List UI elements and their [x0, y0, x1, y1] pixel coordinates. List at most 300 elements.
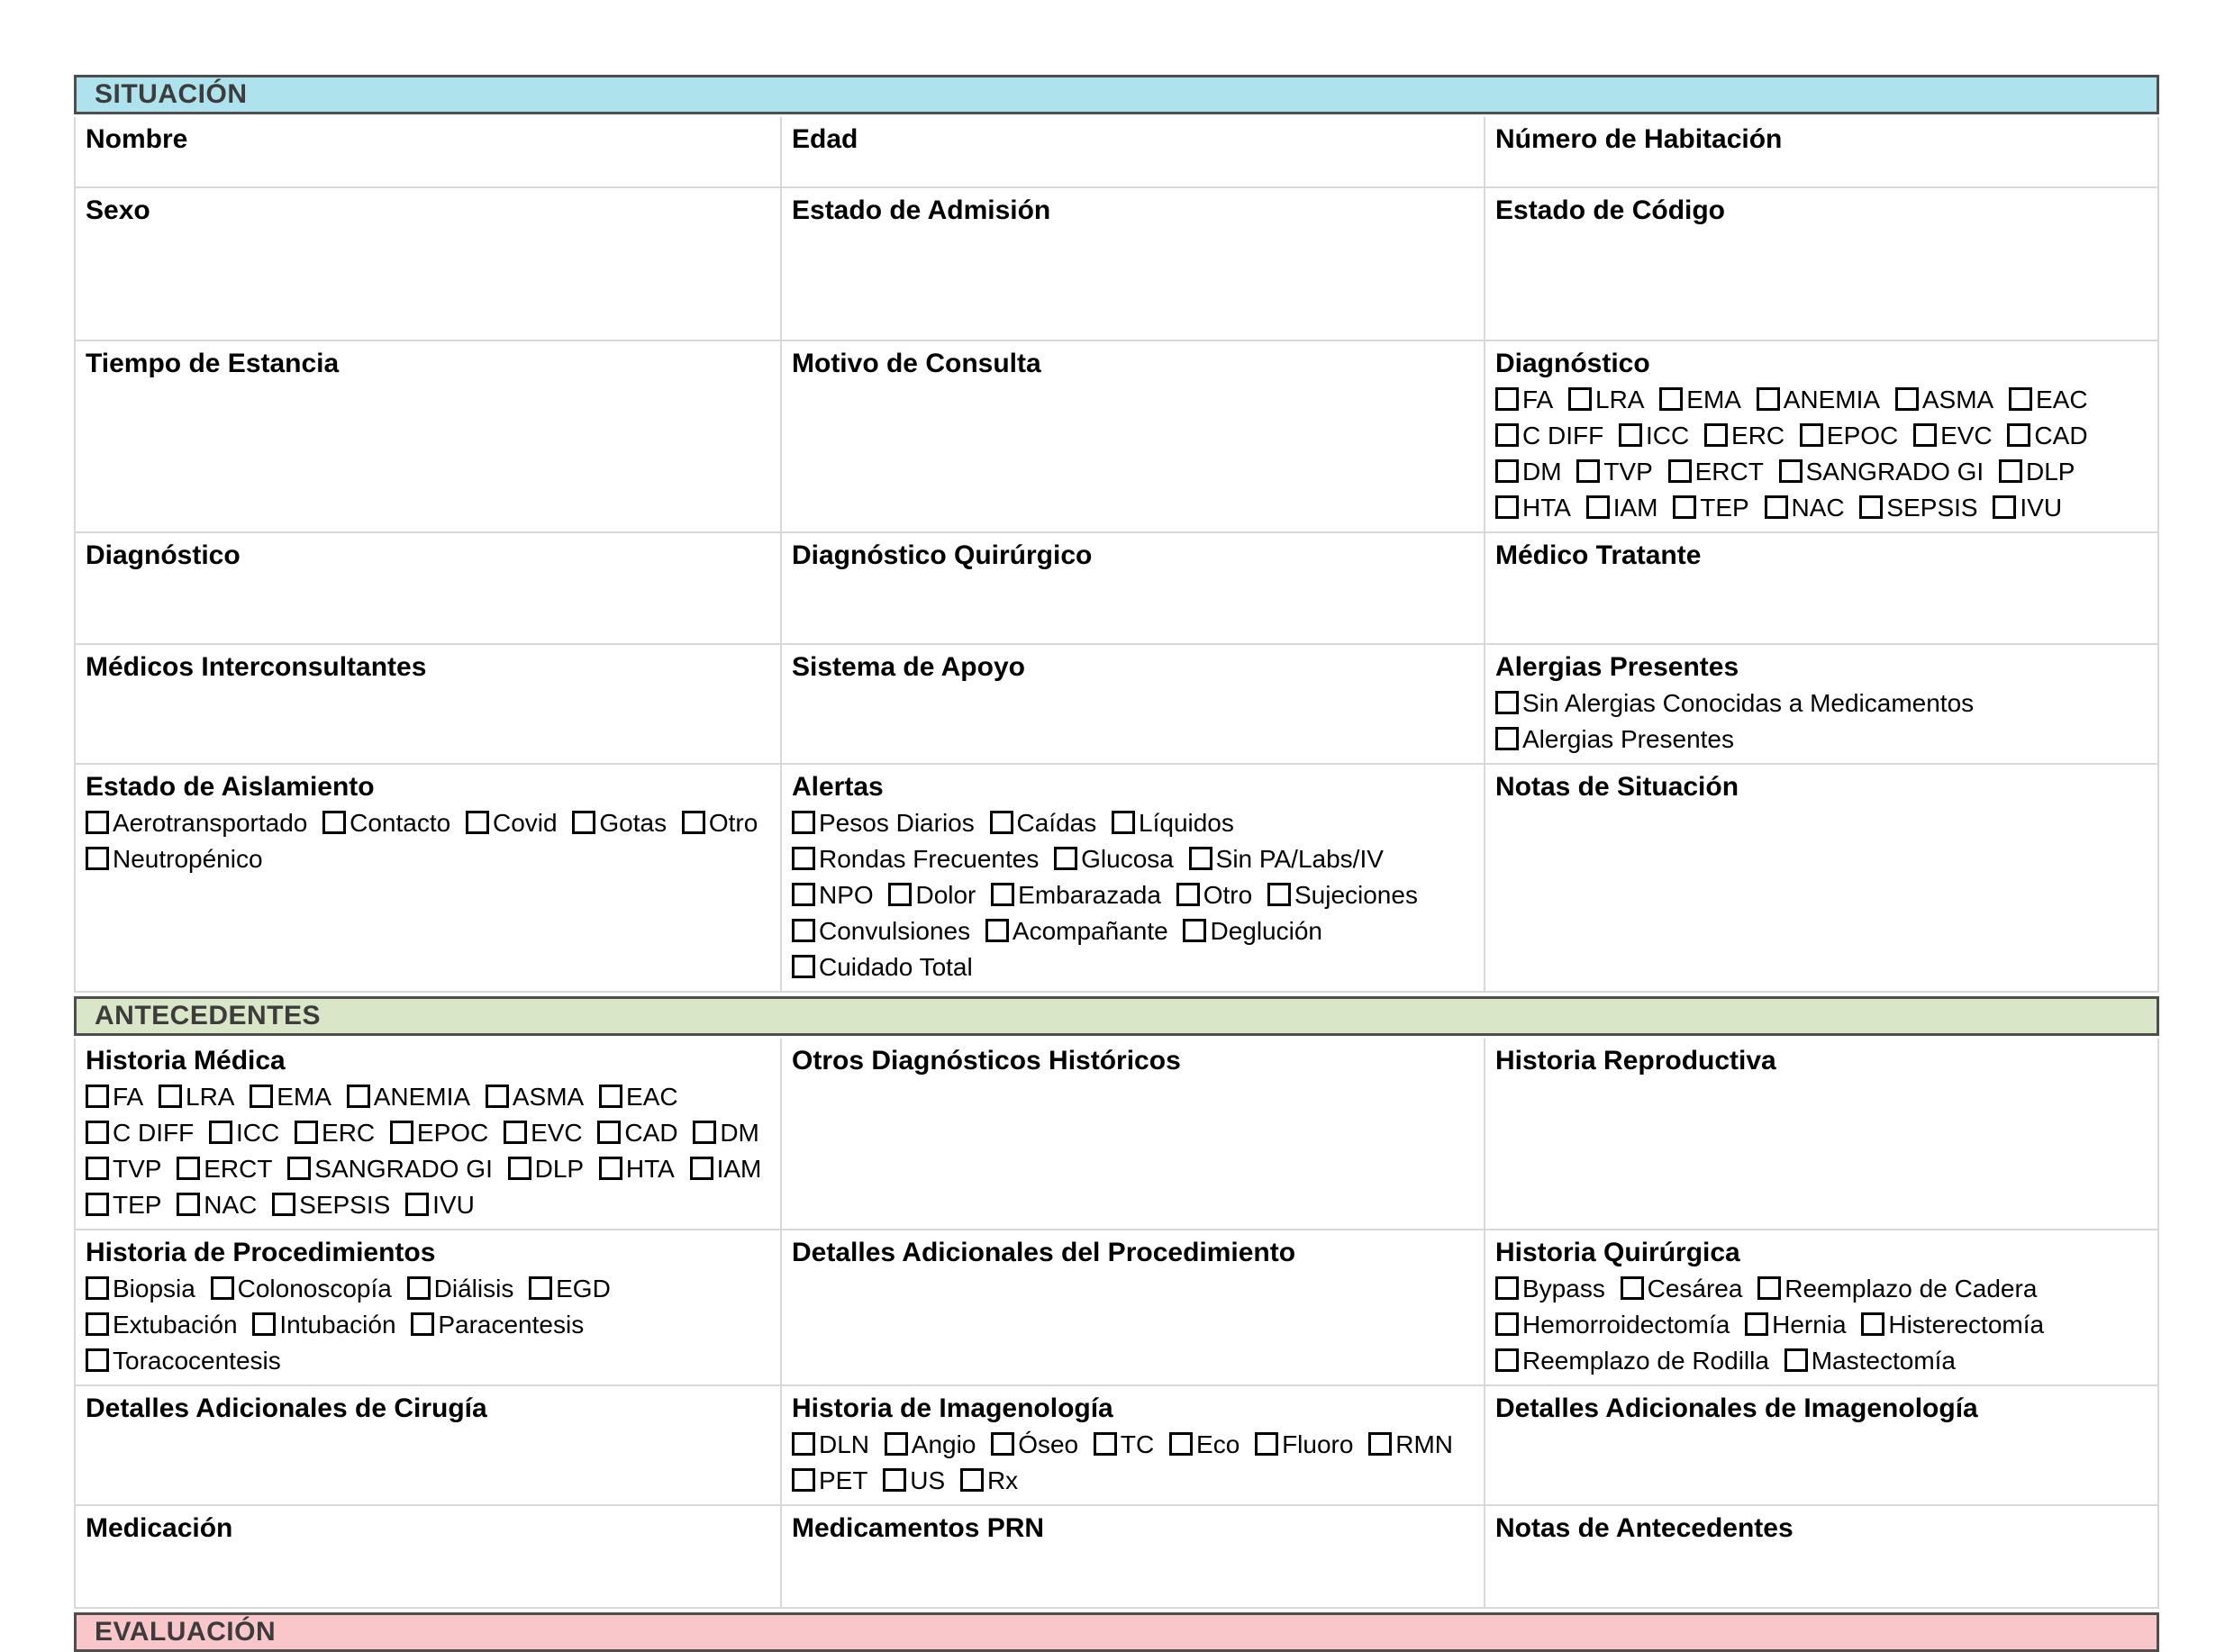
checkbox-icon[interactable] [407, 1276, 431, 1300]
checkbox-icon[interactable] [888, 883, 912, 906]
checkbox-icon[interactable] [177, 1157, 200, 1180]
checkbox-option-acompanante [985, 917, 1168, 945]
checkbox-icon[interactable] [177, 1193, 200, 1216]
checkbox-label: Colonoscopía [237, 1275, 392, 1303]
checkbox-option-biopsia [86, 1275, 195, 1303]
field-label: Detalles Adicionales de Imagenología [1495, 1393, 1978, 1423]
form-cell-alertas[interactable] [782, 765, 1485, 991]
checkbox-icon[interactable] [690, 1157, 713, 1180]
checkbox-option-hta [599, 1155, 675, 1183]
checkbox-option-reemplazo-de-rodilla [1495, 1347, 1769, 1375]
checkbox-icon[interactable] [1779, 459, 1803, 483]
checkbox-label: Óseo [1018, 1430, 1079, 1458]
field-label: Sistema de Apoyo [792, 652, 1025, 682]
checkbox-icon[interactable] [1054, 847, 1077, 870]
checkbox-icon[interactable] [1495, 495, 1519, 519]
checkbox-label: Extubación [113, 1311, 238, 1339]
checkbox-label: Gotas [599, 809, 667, 837]
checkbox-label: Dolor [915, 881, 976, 909]
checkbox-icon[interactable] [1673, 495, 1696, 519]
checkbox-icon[interactable] [1169, 1432, 1193, 1456]
checkbox-option-covid [466, 809, 558, 837]
checkbox-icon[interactable] [1495, 1348, 1519, 1372]
checkbox-option-nac [1765, 494, 1845, 522]
field-label: Detalles Adicionales del Procedimiento [792, 1238, 1296, 1267]
form-cell-motivo-de-consulta[interactable] [782, 341, 1485, 531]
table-row [76, 645, 2157, 765]
checkbox-label: HTA [625, 1155, 675, 1183]
checkbox-icon[interactable] [1189, 847, 1212, 870]
checkbox-icon[interactable] [504, 1121, 527, 1144]
section-header-situacion [74, 75, 2159, 114]
checkbox-icon[interactable] [1913, 423, 1937, 447]
checkbox-option-hernia [1745, 1311, 1846, 1339]
checkbox-label: EVC [531, 1119, 583, 1147]
checkbox-icon[interactable] [287, 1157, 311, 1180]
checkbox-icon[interactable] [86, 1157, 109, 1180]
checkbox-icon[interactable] [1745, 1312, 1768, 1336]
checkbox-icon[interactable] [960, 1468, 984, 1492]
checkbox-label: TVP [113, 1155, 162, 1183]
checkbox-icon[interactable] [599, 1157, 622, 1180]
table-row [76, 117, 2157, 188]
checkbox-icon[interactable] [1495, 1312, 1519, 1336]
checkbox-icon[interactable] [1757, 387, 1780, 411]
checkbox-label: Intubación [279, 1311, 396, 1339]
checkbox-label: DLP [534, 1155, 585, 1183]
checkbox-icon[interactable] [411, 1312, 434, 1336]
checkbox-option-sangrado-gi [287, 1155, 493, 1183]
checkbox-icon[interactable] [792, 883, 815, 906]
form-cell-notas-de-antecedentes[interactable] [1485, 1506, 2157, 1607]
checkbox-option-eco [1169, 1430, 1240, 1458]
checkbox-label: Aerotransportado [113, 809, 308, 837]
checkbox-group [1495, 382, 2148, 526]
checkbox-icon[interactable] [1368, 1432, 1392, 1456]
checkbox-option-gotas [572, 809, 667, 837]
checkbox-icon[interactable] [1255, 1432, 1278, 1456]
checkbox-icon[interactable] [1784, 1348, 1808, 1372]
checkbox-icon[interactable] [1495, 387, 1519, 411]
checkbox-icon[interactable] [792, 955, 815, 978]
field-label: Medicamentos PRN [792, 1513, 1045, 1543]
checkbox-icon[interactable] [86, 1121, 109, 1144]
checkbox-option-anemia [1757, 386, 1880, 413]
form-cell-detalles-adicionales-de-cirugia[interactable] [76, 1386, 782, 1504]
checkbox-option-rondas-frecuentes [792, 845, 1039, 873]
checkbox-option-neutropenico [86, 845, 263, 873]
checkbox-icon[interactable] [466, 811, 489, 834]
checkbox-option-tc [1094, 1430, 1154, 1458]
checkbox-icon[interactable] [390, 1121, 413, 1144]
checkbox-option-glucosa [1054, 845, 1174, 873]
checkbox-icon[interactable] [1495, 727, 1519, 750]
checkbox-label: Diálisis [433, 1275, 514, 1303]
checkbox-icon[interactable] [1757, 1276, 1781, 1300]
checkbox-icon[interactable] [1094, 1432, 1117, 1456]
checkbox-label: Otro [1203, 881, 1253, 909]
form-cell-numero-de-habitacion[interactable] [1485, 117, 2157, 186]
checkbox-option-dlp [508, 1155, 584, 1183]
checkbox-option-sin-pa-labs-iv [1189, 845, 1384, 873]
checkbox-option-sepsis [1859, 494, 1977, 522]
checkbox-option-tep [86, 1191, 161, 1219]
checkbox-option-caidas [990, 809, 1097, 837]
checkbox-icon[interactable] [1704, 423, 1728, 447]
checkbox-icon[interactable] [599, 1085, 622, 1108]
checkbox-option-histerectomia [1861, 1311, 2044, 1339]
checkbox-label: Sujeciones [1294, 881, 1418, 909]
section-header-evaluacion [74, 1612, 2159, 1652]
table-row [76, 1386, 2157, 1506]
checkbox-option-tvp [86, 1155, 161, 1183]
form-cell-sistema-de-apoyo[interactable] [782, 645, 1485, 763]
checkbox-option-erct [177, 1155, 272, 1183]
checkbox-icon[interactable] [508, 1157, 531, 1180]
checkbox-group [86, 805, 770, 877]
form-cell-diagnostico[interactable] [76, 533, 782, 643]
checkbox-option-evc [1913, 422, 1993, 449]
checkbox-icon[interactable] [990, 811, 1013, 834]
field-label: Diagnóstico [86, 540, 241, 570]
section-title-evaluacion: EVALUACIÓN [95, 1617, 277, 1647]
checkbox-icon[interactable] [529, 1276, 552, 1300]
table-row [76, 765, 2157, 991]
checkbox-label: Angio [911, 1430, 976, 1458]
form-cell-alergias-presentes[interactable] [1485, 645, 2157, 763]
checkbox-icon[interactable] [86, 1276, 109, 1300]
checkbox-label: C DIFF [1522, 422, 1604, 449]
checkbox-option-dlp [1999, 458, 2075, 486]
form-cell-medico-tratante[interactable] [1485, 533, 2157, 643]
field-label: Notas de Situación [1495, 772, 1739, 802]
checkbox-label: SEPSIS [1886, 494, 1978, 522]
checkbox-icon[interactable] [1176, 883, 1200, 906]
section-header-antecedentes [74, 996, 2159, 1036]
checkbox-label: IAM [1612, 494, 1658, 522]
checkbox-option-sepsis [272, 1191, 390, 1219]
checkbox-icon[interactable] [682, 811, 705, 834]
checkbox-label: DM [1522, 458, 1562, 486]
field-label: Número de Habitación [1495, 124, 1783, 154]
checkbox-icon[interactable] [322, 811, 346, 834]
checkbox-label: LRA [1595, 386, 1645, 413]
checkbox-label: FA [1522, 386, 1554, 413]
checkbox-option-dialisis [407, 1275, 514, 1303]
checkbox-icon[interactable] [1586, 495, 1610, 519]
field-label: Sexo [86, 195, 150, 225]
form-table-antecedentes [74, 1039, 2159, 1609]
checkbox-label: Otro [708, 809, 758, 837]
checkbox-icon[interactable] [295, 1121, 318, 1144]
checkbox-icon[interactable] [1619, 423, 1642, 447]
checkbox-icon[interactable] [1659, 387, 1683, 411]
field-label: Tiempo de Estancia [86, 349, 340, 378]
checkbox-icon[interactable] [792, 1468, 815, 1492]
checkbox-option-fa [1495, 386, 1553, 413]
checkbox-group [1495, 685, 2148, 758]
table-row [76, 188, 2157, 341]
checkbox-option-ema [250, 1083, 331, 1111]
checkbox-icon[interactable] [86, 811, 109, 834]
checkbox-label: SEPSIS [299, 1191, 391, 1219]
checkbox-icon[interactable] [985, 919, 1009, 942]
checkbox-icon[interactable] [792, 1432, 815, 1456]
form-table-situacion [74, 117, 2159, 993]
checkbox-option-oseo [991, 1430, 1078, 1458]
checkbox-group [86, 1271, 770, 1379]
checkbox-label: TEP [1700, 494, 1749, 522]
checkbox-icon[interactable] [86, 1193, 109, 1216]
checkbox-icon[interactable] [991, 883, 1014, 906]
form-cell-historia-de-procedimientos[interactable] [76, 1230, 782, 1384]
checkbox-option-fluoro [1255, 1430, 1353, 1458]
field-label: Detalles Adicionales de Cirugía [86, 1393, 487, 1423]
form-cell-sexo[interactable] [76, 188, 782, 340]
checkbox-group [792, 1427, 1474, 1499]
checkbox-label: EVC [1940, 422, 1993, 449]
checkbox-label: Hernia [1772, 1311, 1847, 1339]
checkbox-label: Líquidos [1139, 809, 1234, 837]
field-label: Diagnóstico Quirúrgico [792, 540, 1093, 570]
form-cell-otros-diagnosticos-historicos[interactable] [782, 1039, 1485, 1229]
checkbox-label: Alergias Presentes [1522, 725, 1735, 753]
checkbox-option-pesos-diarios [792, 809, 975, 837]
checkbox-option-convulsiones [792, 917, 970, 945]
checkbox-option-colonoscopia [211, 1275, 392, 1303]
form-cell-historia-reproductiva[interactable] [1485, 1039, 2157, 1229]
field-label: Otros Diagnósticos Históricos [792, 1046, 1181, 1076]
checkbox-icon[interactable] [1765, 495, 1788, 519]
checkbox-icon[interactable] [86, 1348, 109, 1372]
checkbox-option-c-diff [86, 1119, 194, 1147]
checkbox-icon[interactable] [883, 1468, 906, 1492]
checkbox-option-iam [1586, 494, 1658, 522]
checkbox-icon[interactable] [86, 847, 109, 870]
form-cell-historia-medica[interactable] [76, 1039, 782, 1229]
checkbox-label: Reemplazo de Cadera [1784, 1275, 2038, 1303]
checkbox-option-sin-alergias-conocidas-a-medicamentos [1495, 689, 1974, 717]
checkbox-icon[interactable] [2007, 423, 2030, 447]
checkbox-label: Bypass [1522, 1275, 1605, 1303]
checkbox-icon[interactable] [572, 811, 595, 834]
checkbox-label: DM [720, 1119, 759, 1147]
checkbox-label: C DIFF [113, 1119, 195, 1147]
checkbox-icon[interactable] [792, 847, 815, 870]
checkbox-option-nac [177, 1191, 257, 1219]
checkbox-label: Covid [493, 809, 558, 837]
checkbox-option-eac [2009, 386, 2088, 413]
form-cell-diagnostico-quirurgico[interactable] [782, 533, 1485, 643]
form-cell-historia-quirurgica[interactable] [1485, 1230, 2157, 1384]
checkbox-label: RMN [1395, 1430, 1453, 1458]
checkbox-label: PET [819, 1466, 868, 1494]
checkbox-option-mastectomia [1784, 1347, 1956, 1375]
checkbox-option-sangrado-gi [1779, 458, 1984, 486]
checkbox-icon[interactable] [1112, 811, 1135, 834]
checkbox-icon[interactable] [1999, 459, 2022, 483]
checkbox-icon[interactable] [2009, 387, 2032, 411]
checkbox-icon[interactable] [486, 1085, 509, 1108]
checkbox-icon[interactable] [1859, 495, 1883, 519]
form-cell-medicacion[interactable] [76, 1506, 782, 1607]
checkbox-option-hemorroidectomia [1495, 1311, 1730, 1339]
field-label: Nombre [86, 124, 188, 154]
table-row [76, 1039, 2157, 1230]
field-label: Alergias Presentes [1495, 652, 1739, 682]
checkbox-icon[interactable] [252, 1312, 276, 1336]
checkbox-label: Glucosa [1081, 845, 1174, 873]
checkbox-icon[interactable] [597, 1121, 621, 1144]
checkbox-label: Pesos Diarios [819, 809, 975, 837]
form-cell-estado-de-admision[interactable] [782, 188, 1485, 340]
checkbox-label: EPOC [1826, 422, 1899, 449]
checkbox-group [792, 805, 1474, 985]
checkbox-option-us [883, 1466, 945, 1494]
form-cell-estado-de-aislamiento[interactable] [76, 765, 782, 991]
checkbox-icon[interactable] [86, 1312, 109, 1336]
checkbox-icon[interactable] [405, 1193, 429, 1216]
checkbox-label: ERC [1731, 422, 1785, 449]
checkbox-option-dln [792, 1430, 869, 1458]
checkbox-option-erc [1704, 422, 1784, 449]
checkbox-option-paracentesis [411, 1311, 584, 1339]
checkbox-option-fa [86, 1083, 143, 1111]
checkbox-option-cad [597, 1119, 677, 1147]
checkbox-icon[interactable] [1568, 387, 1592, 411]
form-cell-medicamentos-prn[interactable] [782, 1506, 1485, 1607]
form-cell-notas-de-situacion[interactable] [1485, 765, 2157, 991]
checkbox-option-epoc [390, 1119, 488, 1147]
checkbox-label: Neutropénico [113, 845, 263, 873]
checkbox-option-angio [885, 1430, 976, 1458]
checkbox-option-toracocentesis [86, 1347, 281, 1375]
checkbox-option-pet [792, 1466, 867, 1494]
form-cell-nombre[interactable] [76, 117, 782, 186]
checkbox-label: ERCT [1694, 458, 1764, 486]
checkbox-option-npo [792, 881, 874, 909]
form-cell-edad[interactable] [782, 117, 1485, 186]
checkbox-option-evc [504, 1119, 583, 1147]
field-label: Notas de Antecedentes [1495, 1513, 1794, 1543]
form-cell-tiempo-de-estancia[interactable] [76, 341, 782, 531]
checkbox-icon[interactable] [792, 919, 815, 942]
checkbox-label: FA [113, 1083, 144, 1111]
table-row [76, 1506, 2157, 1607]
checkbox-label: ERCT [204, 1155, 273, 1183]
checkbox-icon[interactable] [1495, 423, 1519, 447]
checkbox-icon[interactable] [1621, 1276, 1644, 1300]
checkbox-label: EAC [626, 1083, 678, 1111]
checkbox-label: ICC [1646, 422, 1690, 449]
form-cell-detalles-adicionales-de-imagenologia[interactable] [1485, 1386, 2157, 1504]
checkbox-label: EGD [556, 1275, 611, 1303]
field-label: Motivo de Consulta [792, 349, 1041, 378]
checkbox-icon[interactable] [1183, 919, 1206, 942]
checkbox-label: IVU [432, 1191, 475, 1219]
field-label: Médicos Interconsultantes [86, 652, 427, 682]
checkbox-option-otro [1176, 881, 1252, 909]
checkbox-label: ANEMIA [373, 1083, 471, 1111]
checkbox-icon[interactable] [159, 1085, 182, 1108]
field-label: Estado de Código [1495, 195, 1725, 225]
checkbox-label: ASMA [512, 1083, 585, 1111]
checkbox-icon[interactable] [86, 1085, 109, 1108]
checkbox-label: NAC [1791, 494, 1845, 522]
checkbox-icon[interactable] [1495, 459, 1519, 483]
field-label: Alertas [792, 772, 884, 802]
checkbox-icon[interactable] [1495, 1276, 1519, 1300]
checkbox-icon[interactable] [1861, 1312, 1884, 1336]
checkbox-label: Convulsiones [819, 917, 971, 945]
form-cell-historia-de-imagenologia[interactable] [782, 1386, 1485, 1504]
checkbox-label: TVP [1603, 458, 1653, 486]
checkbox-label: Sin Alergias Conocidas a Medicamentos [1522, 689, 1975, 717]
checkbox-option-otro [682, 809, 758, 837]
checkbox-option-c-diff [1495, 422, 1603, 449]
checkbox-label: LRA [186, 1083, 235, 1111]
checkbox-icon[interactable] [693, 1121, 716, 1144]
checkbox-option-liquidos [1112, 809, 1234, 837]
checkbox-label: SANGRADO GI [1805, 458, 1984, 486]
checkbox-icon[interactable] [1495, 691, 1519, 714]
field-label: Diagnóstico [1495, 349, 1650, 378]
checkbox-label: ICC [236, 1119, 280, 1147]
checkbox-icon[interactable] [991, 1432, 1014, 1456]
checkbox-icon[interactable] [1668, 459, 1692, 483]
checkbox-label: Embarazada [1018, 881, 1161, 909]
checkbox-label: Cesárea [1647, 1275, 1743, 1303]
checkbox-option-eac [599, 1083, 678, 1111]
checkbox-label: CAD [624, 1119, 678, 1147]
checkbox-option-erc [295, 1119, 375, 1147]
form-cell-detalles-adicionales-del-procedimiento[interactable] [782, 1230, 1485, 1384]
checkbox-icon[interactable] [347, 1085, 370, 1108]
checkbox-option-lra [1568, 386, 1644, 413]
checkbox-icon[interactable] [1800, 423, 1823, 447]
checkbox-label: Fluoro [1282, 1430, 1354, 1458]
checkbox-option-tep [1673, 494, 1748, 522]
checkbox-icon[interactable] [250, 1085, 273, 1108]
checkbox-icon[interactable] [1267, 883, 1291, 906]
checkbox-icon[interactable] [1576, 459, 1600, 483]
checkbox-icon[interactable] [272, 1193, 295, 1216]
checkbox-option-deglucion [1183, 917, 1322, 945]
checkbox-icon[interactable] [209, 1121, 232, 1144]
checkbox-label: Rx [986, 1466, 1019, 1494]
checkbox-label: TC [1120, 1430, 1155, 1458]
checkbox-icon[interactable] [1993, 495, 2016, 519]
checkbox-option-asma [486, 1083, 584, 1111]
checkbox-label: NAC [204, 1191, 258, 1219]
form-cell-estado-de-codigo[interactable] [1485, 188, 2157, 340]
checkbox-label: Histerectomía [1888, 1311, 2045, 1339]
checkbox-option-cesarea [1621, 1275, 1743, 1303]
checkbox-icon[interactable] [885, 1432, 908, 1456]
checkbox-label: Reemplazo de Rodilla [1522, 1347, 1769, 1375]
form-cell-medicos-interconsultantes[interactable] [76, 645, 782, 763]
checkbox-label: Eco [1196, 1430, 1240, 1458]
checkbox-label: EMA [1686, 386, 1741, 413]
checkbox-option-dm [693, 1119, 759, 1147]
checkbox-icon[interactable] [792, 811, 815, 834]
form-cell-diagnostico[interactable] [1485, 341, 2157, 531]
checkbox-option-bypass [1495, 1275, 1605, 1303]
checkbox-icon[interactable] [1895, 387, 1919, 411]
checkbox-label: TEP [113, 1191, 162, 1219]
checkbox-option-erct [1668, 458, 1764, 486]
checkbox-icon[interactable] [211, 1276, 234, 1300]
